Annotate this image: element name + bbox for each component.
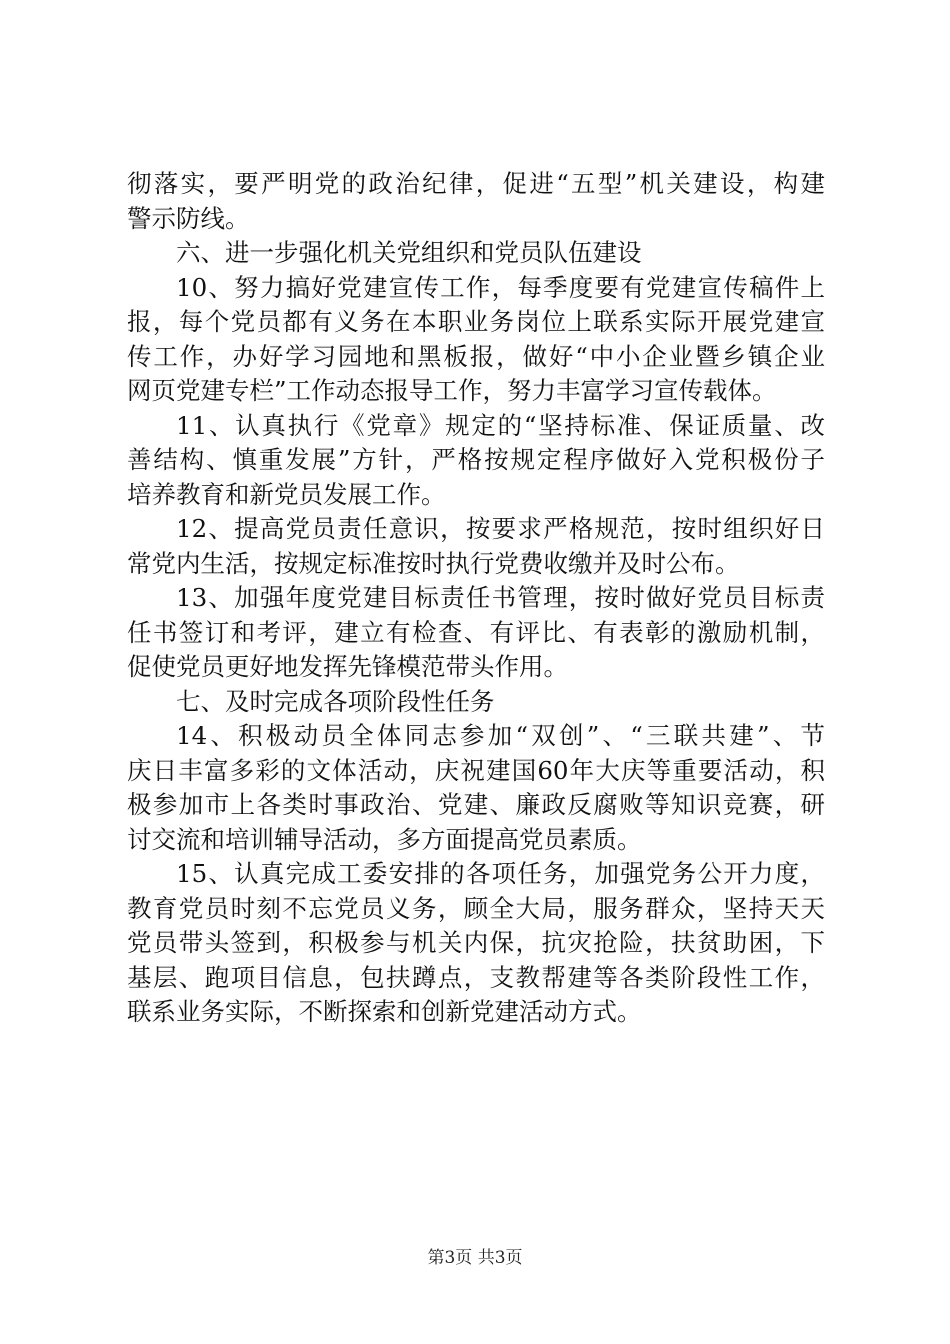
text-line: 培养教育和新党员发展工作。 [127, 479, 446, 509]
text-line: 网页党建专栏”工作动态报导工作，努力丰富学习宣传载体。 [127, 376, 777, 405]
text-line: 七、及时完成各项阶段性任务 [176, 686, 495, 716]
text-line: 讨交流和培训辅导活动，多方面提高党员素质。 [127, 824, 642, 854]
text-line: 传工作，办好学习园地和黑板报，做好“中小企业暨乡镇企业 [127, 341, 825, 371]
text-line: 15、认真完成工委安排的各项任务，加强党务公开力度， [176, 859, 825, 888]
text-line: 极参加市上各类时事政治、党建、廉政反腐败等知识竞赛，研 [127, 790, 825, 819]
text-line: 11、认真执行《党章》规定的“坚持标准、保证质量、改 [176, 410, 825, 440]
text-line: 警示防线。 [127, 203, 250, 233]
text-line: 党员带头签到，积极参与机关内保，抗灾抢险，扶贫助困，下 [127, 928, 825, 957]
text-line: 10、努力搞好党建宣传工作，每季度要有党建宣传稿件上 [176, 272, 825, 302]
text-line: 六、进一步强化机关党组织和党员队伍建设 [176, 238, 642, 267]
text-line: 14、积极动员全体同志参加“双创”、“三联共建”、节 [176, 721, 825, 750]
text-line: 教育党员时刻不忘党员义务，顾全大局，服务群众，坚持天天 [127, 893, 825, 923]
text-line: 常党内生活，按规定标准按时执行党费收缴并及时公布。 [127, 548, 740, 578]
text-line: 报，每个党员都有义务在本职业务岗位上联系实际开展党建宣 [127, 307, 825, 336]
text-line: 基层、跑项目信息，包扶蹲点，支教帮建等各类阶段性工作， [127, 962, 825, 992]
text-line: 彻落实，要严明党的政治纪律，促进“五型”机关建设，构建 [127, 169, 825, 198]
page-footer [0, 1243, 950, 1268]
text-line: 庆日丰富多彩的文体活动，庆祝建国60年大庆等重要活动，积 [127, 755, 825, 785]
text-line: 联系业务实际，不断探索和创新党建活动方式。 [127, 997, 642, 1026]
page-number-label: 第3页 共3页 [427, 1248, 523, 1268]
text-line: 13、加强年度党建目标责任书管理，按时做好党员目标责 [176, 583, 825, 612]
document-body [127, 167, 825, 1030]
text-line: 善结构、慎重发展”方针，严格按规定程序做好入党积极份子 [127, 445, 825, 474]
text-line: 促使党员更好地发挥先锋模范带头作用。 [127, 652, 568, 681]
text-line: 任书签订和考评，建立有检查、有评比、有表彰的激励机制， [127, 617, 825, 647]
text-line: 12、提高党员责任意识，按要求严格规范，按时组织好日 [176, 514, 825, 543]
